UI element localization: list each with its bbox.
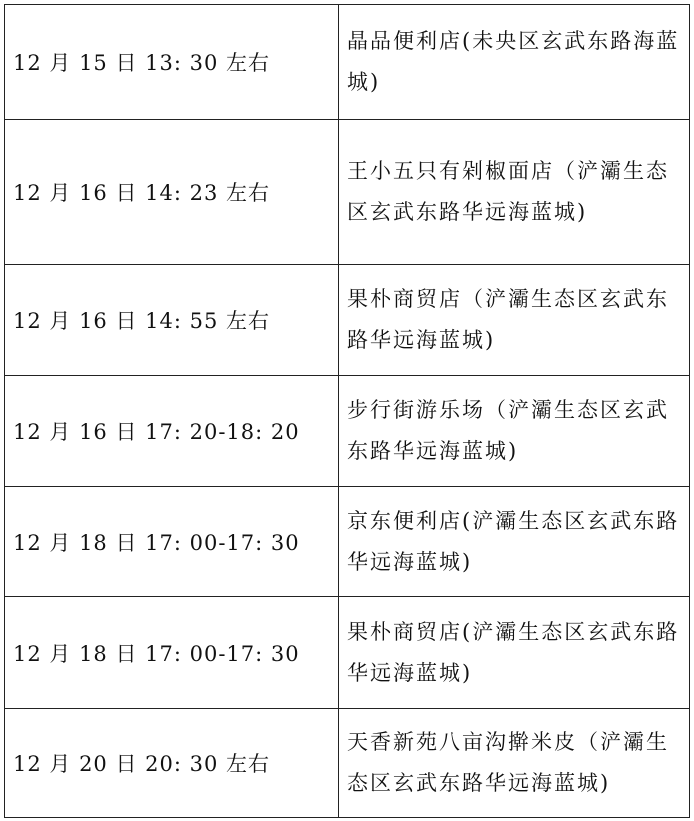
time-cell: 12 月 16 日 17: 20-18: 20: [5, 376, 339, 486]
place-cell: 京东便利店(浐灞生态区玄武东路华远海蓝城): [347, 508, 680, 574]
place-cell: 步行街游乐场（浐灞生态区玄武东路华远海蓝城): [347, 398, 669, 463]
place-cell: 果朴商贸店（浐灞生态区玄武东路华远海蓝城): [347, 287, 669, 352]
time-cell: 12 月 16 日 14: 55 左右: [5, 265, 339, 375]
time-cell: 12 月 20 日 20: 30 左右: [5, 709, 339, 817]
place-cell: 天香新苑八亩沟擀米皮（浐灞生态区玄武东路华远海蓝城): [347, 730, 669, 795]
time-cell: 12 月 15 日 13: 30 左右: [5, 5, 339, 119]
time-cell: 12 月 18 日 17: 00-17: 30: [5, 487, 339, 596]
schedule-table: [4, 4, 690, 818]
place-cell: 果朴商贸店(浐灞生态区玄武东路华远海蓝城): [347, 619, 680, 685]
table-row: [5, 708, 689, 817]
table-row: [5, 375, 689, 486]
table-row: [5, 119, 689, 264]
place-cell: 王小五只有剁椒面店（浐灞生态区玄武东路华远海蓝城): [347, 159, 669, 224]
time-cell: 12 月 16 日 14: 23 左右: [5, 120, 339, 264]
table-row: [5, 264, 689, 375]
table-row: [5, 5, 689, 119]
table-row: [5, 596, 689, 708]
place-cell: 晶品便利店(未央区玄武东路海蓝城): [347, 29, 680, 94]
table-row: [5, 486, 689, 596]
time-cell: 12 月 18 日 17: 00-17: 30: [5, 597, 339, 708]
